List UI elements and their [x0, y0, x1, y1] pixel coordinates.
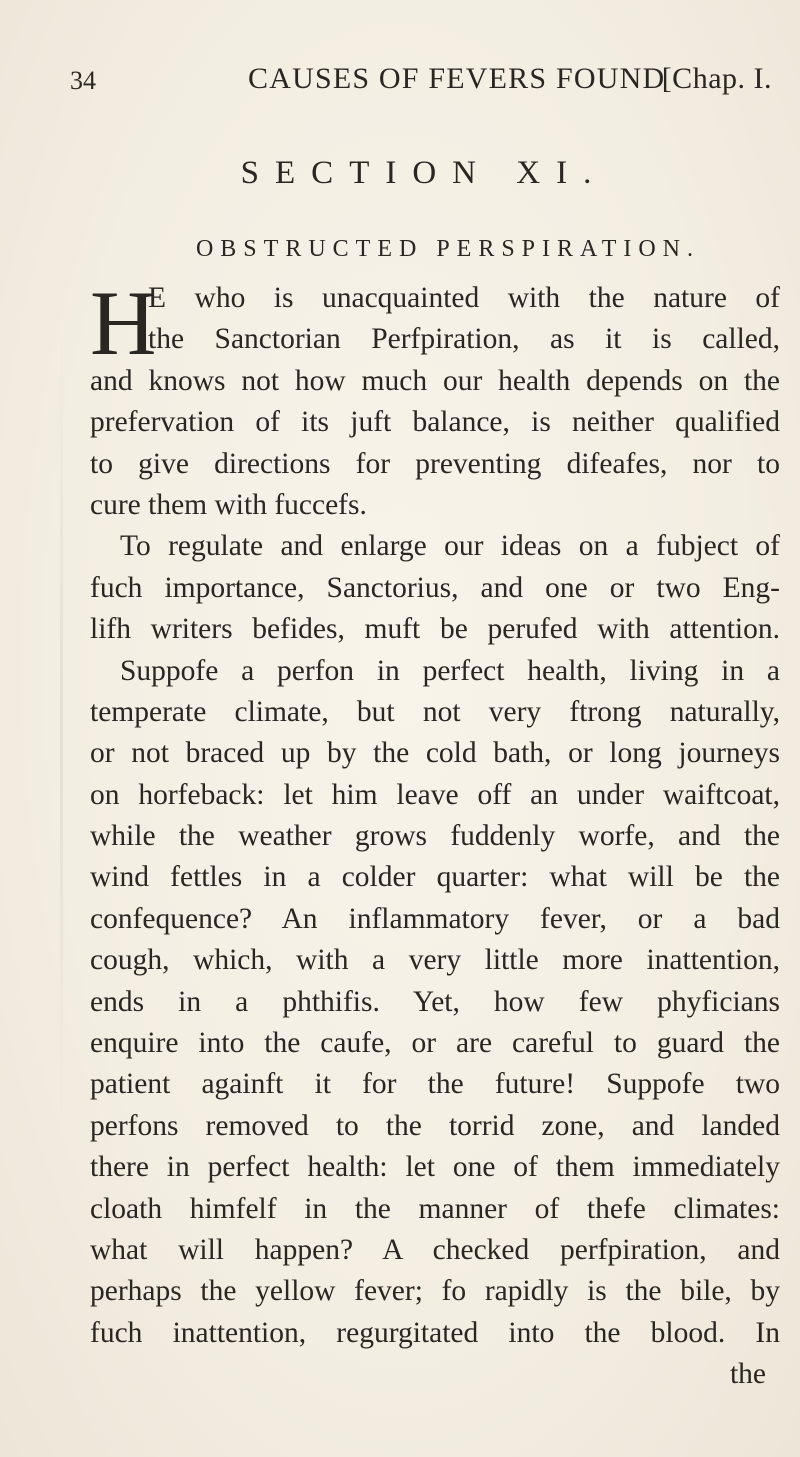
section-heading: SECTION XI.	[240, 155, 608, 191]
text-line: ends in a phthifis. Yet, how few phyficians	[90, 985, 780, 1018]
text-line: Suppofe a perfon in perfect health, living in a	[120, 654, 780, 687]
text-line: what will happen? A checked perfpiration, and	[90, 1233, 780, 1266]
text-line: patient againft it for the future! Suppofe two	[90, 1068, 780, 1101]
text-line: prefervation of its juft balance, is neither qualified	[90, 406, 780, 439]
text-line: cough, which, with a very little more inattention,	[90, 944, 780, 977]
text-line: temperate climate, but not very ftrong naturally,	[90, 695, 780, 728]
text-line: fuch importance, Sanctorius, and one or two Eng-	[90, 571, 780, 604]
text-line: while the weather grows fuddenly worfe, and the	[90, 820, 780, 853]
drop-cap: H	[90, 272, 157, 374]
text-line: cure them with fuccefs.	[90, 488, 367, 521]
text-line: confequence? An inflammatory fever, or a bad	[90, 902, 780, 935]
text-line: To regulate and enlarge our ideas on a fubject of	[120, 530, 780, 563]
text-line: fuch inattention, regurgitated into the blood. In	[90, 1316, 780, 1349]
running-title: CAUSES OF FEVERS FOUND	[248, 62, 666, 95]
text-line: perfons removed to the torrid zone, and landed	[90, 1109, 780, 1142]
body-text	[90, 272, 780, 1396]
text-line: on horfeback: let him leave off an under waiftcoat,	[90, 778, 780, 811]
page-gutter-shadow	[60, 330, 63, 1130]
catchword: the	[729, 1358, 766, 1391]
text-line: enquire into the caufe, or are careful to guard the	[90, 1027, 780, 1060]
text-line: cloath himfelf in the manner of thefe climates:	[90, 1192, 780, 1225]
text-line: to give directions for preventing difeafes, nor to	[90, 447, 780, 480]
text-line: the Sanctorian Perfpiration, as it is called,	[148, 323, 780, 356]
text-line: and knows not how much our health depends on the	[90, 364, 780, 397]
text-line: lifh writers befides, muft be perufed with attention.	[90, 613, 780, 646]
text-line: wind fettles in a colder quarter: what will be the	[90, 861, 780, 894]
chapter-marker: [Chap. I.	[661, 62, 772, 95]
text-line: perhaps the yellow fever; fo rapidly is the bile, by	[90, 1275, 780, 1308]
page-number: 34	[70, 66, 96, 95]
running-head	[70, 62, 772, 102]
text-line: there in perfect health: let one of them immediately	[90, 1151, 780, 1184]
text-line: E who is unacquainted with the nature of	[148, 282, 780, 314]
text-line: or not braced up by the cold bath, or long journeys	[90, 737, 780, 770]
section-subheading: OBSTRUCTED PERSPIRATION.	[195, 236, 701, 262]
